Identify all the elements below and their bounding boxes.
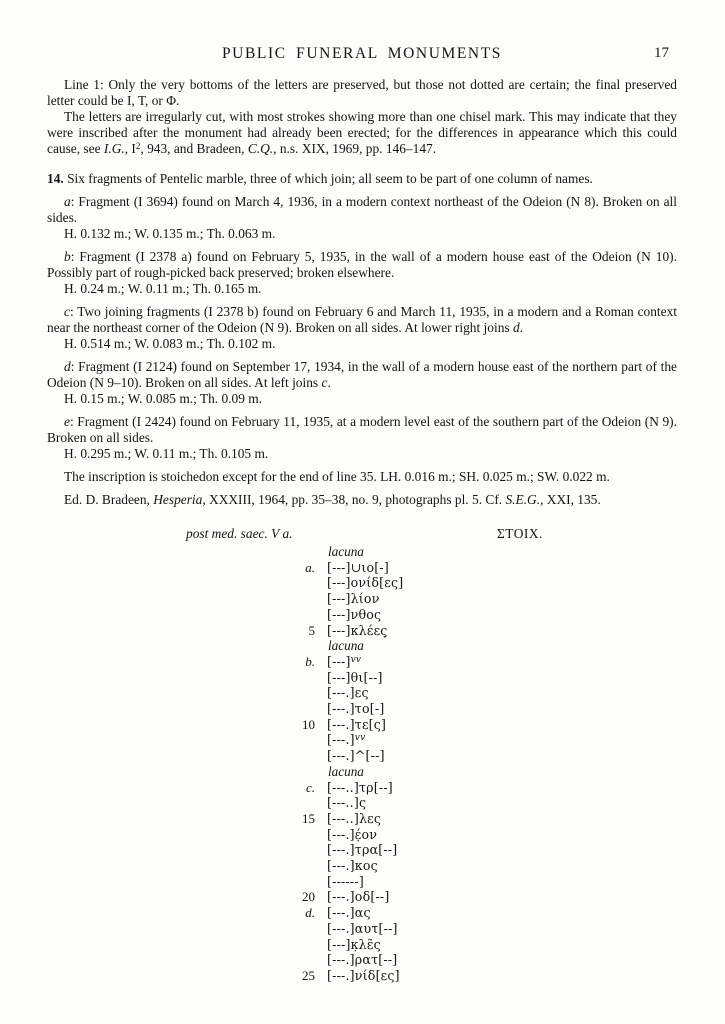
- text-segment: , 943, and Bradeen,: [140, 141, 248, 156]
- text-segment: c: [64, 304, 70, 319]
- lacuna-label: lacuna: [328, 638, 364, 654]
- line-number: 15: [302, 810, 315, 826]
- text-segment: e: [64, 414, 70, 429]
- line-number: [283, 701, 315, 717]
- text-segment: , XXI, 135.: [540, 492, 601, 507]
- inscription-text: [327, 968, 400, 984]
- paragraph: [47, 226, 677, 242]
- text-segment: H. 0.24 m.; W. 0.11 m.; Th. 0.165 m.: [64, 281, 262, 296]
- text-segment: Line 1: Only the very bottoms of the letters are preserved, but those not dotted are certain; the final preserved letter could be Ι, Τ, or Φ.: [47, 77, 677, 108]
- page-number: 17: [654, 45, 669, 61]
- inscription-line: [283, 937, 677, 953]
- inscription-text: [327, 874, 364, 890]
- text-segment: : Fragment (I 2424) found on February 11, 1935, at a modern level east of the southern part of the Odeion (N 9). Broken on all sides.: [47, 414, 677, 445]
- text-segment: [---.]ες: [327, 685, 369, 701]
- text-segment: [---.]τρα[--]: [327, 842, 398, 858]
- paragraph: [47, 77, 677, 109]
- inscription-line: [283, 670, 677, 686]
- stoichedon-label: ΣΤΟΙΧ.: [497, 526, 543, 541]
- text-segment: The inscription is stoichedon except for the end of line 35. LH. 0.016 m.; SH. 0.025 m.; SW. 0.022 m.: [64, 469, 610, 484]
- lacuna-label: lacuna: [328, 544, 364, 559]
- inscription-line: [283, 811, 677, 827]
- inscription-line: [283, 623, 677, 639]
- inscription-line: [283, 701, 677, 717]
- page-header-title: PUBLIC FUNERAL MONUMENTS: [221, 45, 503, 62]
- inscription-text: [327, 811, 381, 827]
- inscription-line: [283, 952, 677, 968]
- inscription-text: [327, 748, 385, 764]
- inscription-line: [283, 591, 677, 607]
- line-number: [283, 874, 315, 890]
- line-number: [283, 748, 315, 764]
- text-segment: Six fragments of Pentelic marble, three of which join; all seem to be part of one column of names.: [63, 171, 593, 186]
- text-segment: [---..]τρ[--]: [327, 779, 393, 795]
- inscription-line: [283, 905, 677, 921]
- text-segment: , XXXIII, 1964, pp. 35–38, no. 9, photographs pl. 5. Cf.: [202, 492, 506, 507]
- text-segment: [---.]ρατ[--]: [327, 952, 398, 968]
- fragment-label: d.: [305, 905, 315, 921]
- text-segment: [---.]νίδ[ες]: [327, 967, 400, 983]
- inscription-line: [283, 654, 677, 670]
- inscription-text: [327, 591, 380, 607]
- text-segment: H. 0.132 m.; W. 0.135 m.; Th. 0.063 m.: [64, 226, 276, 241]
- paragraph: [47, 359, 677, 391]
- paragraph: [47, 109, 677, 157]
- paragraph: [47, 469, 677, 485]
- text-segment: [---]ονίδ[ες]: [327, 575, 404, 591]
- inscription-line: [283, 685, 677, 701]
- line-number: [283, 591, 315, 607]
- running-head: [47, 45, 677, 63]
- inscription-line: [283, 889, 677, 905]
- text-segment: [---]κ̣λε̃ς: [327, 936, 381, 952]
- inscription-line: [283, 842, 677, 858]
- lacuna-label: lacuna: [328, 763, 364, 779]
- text-segment: , I: [124, 141, 136, 156]
- line-number: [283, 827, 315, 843]
- inscription-text: [327, 701, 384, 717]
- text-segment: H. 0.15 m.; W. 0.085 m.; Th. 0.09 m.: [64, 391, 263, 406]
- line-number: [283, 795, 315, 811]
- text-segment: d: [64, 359, 71, 374]
- inscription-line: [283, 921, 677, 937]
- inscription-text: [327, 842, 397, 858]
- fragment-label: c.: [305, 779, 315, 795]
- inscription-text: [327, 827, 377, 843]
- inscription-text: [327, 575, 403, 591]
- inscription-line: [283, 827, 677, 843]
- lacuna-line: [283, 638, 677, 654]
- text-segment: .: [327, 375, 331, 390]
- text-segment: 14.: [47, 171, 64, 186]
- paragraph: [47, 249, 677, 281]
- line-number: [283, 858, 315, 874]
- text-segment: Hesperia: [153, 492, 203, 507]
- text-segment: [---.]αυτ[--]: [327, 920, 398, 936]
- text-segment: : Two joining fragments (I 2378 b) found on February 6 and March 11, 1935, in a modern and a Roman context near the northeast corner of the Odeion (N 9). Broken on all sides. At lower right joins: [47, 304, 677, 335]
- fragment-label: b.: [305, 653, 315, 669]
- text-segment: C.Q.: [247, 141, 274, 156]
- text-segment: : Fragment (I 3694) found on March 4, 1936, in a modern context northeast of the Odeion (N 8). Broken on all sides.: [47, 194, 677, 225]
- paragraph: [47, 281, 677, 297]
- text-segment: d: [512, 320, 520, 335]
- inscription-text: [327, 623, 388, 639]
- text-segment: b: [64, 249, 71, 264]
- text-segment: [---..]ς: [327, 795, 367, 811]
- inscription-line: [283, 560, 677, 576]
- inscription-text: [327, 780, 393, 796]
- text-segment: [---.]^[--]: [327, 748, 385, 764]
- text-segment: : Fragment (I 2378 a) found on February 5, 1935, in the wall of a modern house east of the Odeion (N 10). Possibly part of rough-picked back preserved; broken elsewhere.: [47, 249, 677, 280]
- inscription-text: [327, 937, 381, 953]
- text-segment: The letters are irregularly cut, with most strokes showing more than one chisel mark. This may indicate that they were inscribed after the monument had already been erected; for the differences in appearance which this could cause, see: [47, 109, 677, 156]
- inscription-line: [283, 968, 677, 984]
- inscription-text: [327, 654, 361, 670]
- text-segment: [---.]τε[ς]: [327, 716, 387, 732]
- line-number: 10: [302, 716, 315, 732]
- inscription-line: [283, 717, 677, 733]
- inscription-text: [327, 921, 398, 937]
- line-number: [283, 607, 315, 623]
- text-segment: [---]: [327, 653, 351, 669]
- line-number: [283, 921, 315, 937]
- inscription-text: [327, 685, 369, 701]
- paragraph: [47, 446, 677, 462]
- paragraph: [47, 492, 677, 508]
- inscription-line: [283, 858, 677, 874]
- text-segment: .: [519, 320, 524, 335]
- paragraph: [47, 336, 677, 352]
- inscription-text: [327, 889, 390, 905]
- text-segment: S.E.G.: [505, 492, 541, 507]
- text-segment: vv: [354, 733, 366, 744]
- line-number: [283, 937, 315, 953]
- inscription-text: [327, 717, 386, 733]
- inscription-line: [283, 780, 677, 796]
- inscription-header: [47, 526, 677, 543]
- inscription-text: [327, 858, 378, 874]
- text-segment: , n.s. XIX, 1969, pp. 146–147.: [273, 141, 437, 156]
- inscription-line: [283, 607, 677, 623]
- text-segment: [---]λίον: [327, 591, 380, 607]
- text-segment: [---.]έ̣ον: [327, 826, 378, 842]
- text-segment: [---]θι[--]: [327, 669, 383, 685]
- inscription-line: [283, 575, 677, 591]
- line-number: [283, 670, 315, 686]
- text-segment: [---.]το[-]: [327, 701, 385, 717]
- line-number: [283, 952, 315, 968]
- inscription-text: [327, 952, 397, 968]
- line-gutter: [283, 764, 315, 780]
- text-segment: H. 0.295 m.; W. 0.11 m.; Th. 0.105 m.: [64, 446, 269, 461]
- inscription-line: [283, 874, 677, 890]
- inscription-text: [327, 670, 383, 686]
- text-segment: Ed. D. Bradeen,: [64, 492, 154, 507]
- paragraph: [47, 171, 677, 187]
- paragraph: [47, 414, 677, 446]
- text-segment: [---]νθος: [327, 606, 382, 622]
- paragraph: [47, 391, 677, 407]
- paragraph: [47, 304, 677, 336]
- text-segment: [------]: [327, 873, 364, 889]
- text-segment: vv: [350, 654, 362, 665]
- inscription-line: [283, 795, 677, 811]
- inscription-text: [327, 795, 366, 811]
- text-segment: c: [321, 375, 328, 390]
- text-segment: H. 0.514 m.; W. 0.083 m.; Th. 0.102 m.: [64, 336, 276, 351]
- inscription-text: [327, 560, 389, 576]
- inscription-line: [283, 732, 677, 748]
- text-segment: [---.]κος: [327, 858, 378, 874]
- text-segment: [---]∪ιο[-]: [327, 559, 389, 575]
- text-segment: 2: [135, 141, 141, 151]
- inscription-date-label: post med. saec. V a.: [186, 526, 293, 541]
- fragment-label: a.: [305, 559, 315, 575]
- text-segment: a: [64, 194, 71, 209]
- inscription-text: [327, 905, 371, 921]
- text-segment: [---.]οδ[--]: [327, 889, 390, 905]
- inscription-text: [327, 607, 381, 623]
- lacuna-line: [283, 764, 677, 780]
- inscription-text: [327, 732, 365, 748]
- text-segment: : Fragment (I 2124) found on September 17, 1934, in the wall of a modern house east of the northern part of the Odeion (N 9–10). Broken on all sides. At left joins: [47, 359, 677, 390]
- line-number: 20: [302, 889, 315, 905]
- text-segment: I.G.: [103, 141, 125, 156]
- text-segment: [---]κλέες̣: [327, 622, 388, 638]
- inscription-block: [47, 526, 677, 984]
- text-segment: [---..]λες: [327, 810, 382, 826]
- text-segment: [---.]ας: [327, 905, 371, 921]
- line-number: 5: [308, 622, 315, 638]
- text-segment: [---.]: [327, 732, 355, 748]
- line-number: [283, 732, 315, 748]
- inscription-lines: [283, 544, 677, 984]
- line-number: 25: [302, 967, 315, 983]
- body-text: [47, 77, 677, 508]
- line-number: [283, 842, 315, 858]
- line-gutter: [283, 638, 315, 654]
- inscription-line: [283, 748, 677, 764]
- line-gutter: [283, 544, 315, 560]
- lacuna-line: [283, 544, 677, 560]
- line-number: [283, 685, 315, 701]
- line-number: [283, 575, 315, 591]
- paragraph: [47, 194, 677, 226]
